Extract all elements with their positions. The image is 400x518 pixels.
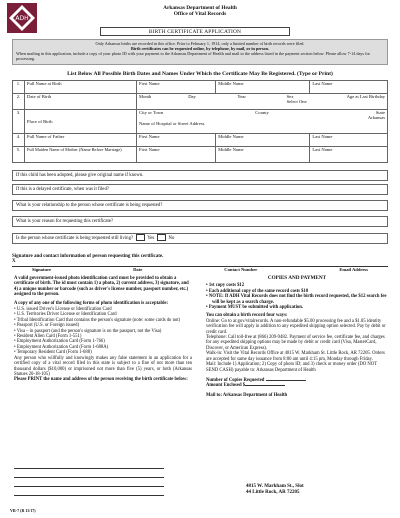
id-paragraph: A valid government-issued photo identification card must be provided to obtain a certificate of birth. The id must contain 1) a photo, 2) current address, 3) signature, and 4) a unique number or barcode (such as driver's license number, passport number, etc.) assigned to the person. (14, 276, 189, 298)
yes-checkbox[interactable] (136, 234, 145, 241)
yes-label: Yes (147, 236, 155, 241)
age-label: Age at Last Birthday (346, 94, 386, 99)
mother-first-field[interactable]: First Name (137, 147, 216, 163)
list-item: • Resident Alien Card (Form 1-551) (14, 334, 82, 340)
list-heading: List Below All Possible Birth Dates and Names Under Which the Certificate May Be Registered. (Type or Print) (67, 71, 333, 77)
address-line-1: 4815 W. Markham St., Slot (246, 484, 304, 489)
last-name-field[interactable]: Last Name (310, 81, 388, 94)
address-line-2: 44 Little Rock, AR 72205 (246, 490, 300, 495)
address-line[interactable] (14, 480, 164, 487)
day-label: Day (188, 94, 196, 99)
intro-line-3: When mailing in this application, include a copy of your photo ID with your payment to the Arkansas Department of Health and mail to the address listed in the payment section below. Please allow 7-14 days for processing. (16, 51, 370, 61)
name-line[interactable] (14, 462, 164, 469)
online-option: Online: Go to ar.gov/vitalrecords. A non-refundable $5.00 processing fee and a $1.85 identity verification fee will apply in addition to any expedited shipping option selected. Pay by debit or credit card. (206, 318, 386, 335)
address-line[interactable] (14, 489, 164, 496)
no-label: No (168, 236, 175, 241)
mother-last-field[interactable]: Last Name (310, 147, 388, 163)
payment-title: COPIES AND PAYMENT (267, 275, 327, 281)
office-name: Office of Vital Records (173, 11, 227, 18)
list-item: • Tribal Identification Card that contains the person's signature (note: some cards do not) (14, 317, 181, 323)
walkin-option: Walk-in: Visit the Vital Records Office at 4815 W. Markham St. Little Rock, AR 72205. Orders are accepted for same day issuance from 8:00 am until 4:15 pm, Monday through Friday. (206, 351, 385, 362)
address-line[interactable] (14, 471, 164, 478)
id-list-heading: A copy of any one of the following forms of photo identification is acceptable: (14, 300, 169, 306)
father-last-field[interactable]: Last Name (310, 134, 388, 147)
place-fields[interactable] (137, 110, 388, 134)
sex-field[interactable]: Sex Select One (286, 94, 307, 105)
recipient-name-lines[interactable] (14, 462, 164, 500)
list-item: • Temporary Resident Card (Form 1-688) (14, 350, 92, 356)
amount-label: Amount Enclosed $ (206, 383, 246, 389)
id-section (14, 276, 192, 383)
false-statement-warning: Any person who willfully and knowingly makes any false statement in an application for a certified copy of a vital record filed in this state is subject to a fine of not more than ten thousand dollars ($10,000) or imprisoned not more than five (5) years, or both (Arkansas Statues 20-18-105) (14, 355, 192, 377)
signature-heading: Signature and contact information of person requesting this certificate. (12, 254, 164, 259)
list-item: • 1st copy costs $12 (206, 283, 245, 289)
list-item: • U.S. Territories Driver License or Identification Card (14, 312, 117, 318)
state-field: State Arkansas (367, 110, 385, 121)
signature-section (12, 254, 388, 264)
mother-middle-field[interactable]: Middle Name (216, 147, 310, 163)
row-father-name (13, 134, 388, 147)
relationship-question[interactable]: What is your relationship to the person whose certificate is being requested? (12, 200, 388, 211)
form-title: BIRTH CERTIFICATE APPLICATION (100, 27, 290, 36)
row-number: 4. (13, 134, 25, 147)
row-number: 1. (13, 81, 25, 94)
phone-option: Telephone: Call toll-free at (866) 209-9482. Payment of service fee, certificate fee, and charges for any expedited shipping options may be made by debit or credit card (Visa, MasterCard, Discover, or American Express). (206, 335, 385, 351)
no-checkbox[interactable] (157, 234, 166, 241)
dept-name: Arkansas Department of Health (163, 5, 237, 11)
signature-line (12, 266, 388, 272)
county-label: County (255, 110, 269, 115)
row-label: Date of Birth (25, 94, 137, 110)
row-date-of-birth (13, 94, 388, 110)
payment-list (206, 283, 388, 310)
row-full-name (13, 81, 388, 94)
reason-question[interactable]: What is your reason for requesting this certificate? (12, 216, 388, 227)
list-item: • NOTE: If ADH Vital Records does not find the birth record requested, the $12 search fee will be kept as a search charge. (206, 294, 387, 305)
living-question (12, 233, 388, 244)
row-label: Full Maiden Name of Mother (Name Before Marriage) (25, 147, 137, 163)
year-label: Year (237, 94, 246, 99)
intro-line-1: Only Arkansas births are recorded in this office. Prior to February 1, 1914, only a limited number of birth records were filed. (95, 41, 305, 46)
form-code: VR-7 (R 11/17) (10, 508, 36, 513)
id-list (14, 307, 192, 356)
list-item: • U.S. issued Driver's License or Identification Card (14, 307, 112, 313)
email-col: Email Address (339, 267, 368, 272)
first-name-field[interactable]: First Name (137, 81, 216, 94)
mail-to: Mail to: Arkansas Department of Health (206, 392, 288, 398)
amount-row (206, 383, 388, 388)
list-item: • Employment Authorization Card (Form 1-766) (14, 339, 105, 345)
row-label: Full Name at Birth (25, 81, 137, 94)
amount-field[interactable] (245, 385, 285, 386)
father-middle-field[interactable]: Middle Name (216, 134, 310, 147)
list-item: • Passport (U.S. or Foreign issued) (14, 323, 80, 329)
intro-line-2: Birth certificates can be requested online, by telephone, by mail, or in person. (130, 46, 270, 51)
row-label: Place of Birth (25, 110, 137, 134)
month-label: Month (139, 94, 152, 99)
list-item: • Employment Authorization Card (Form 1-688A) (14, 344, 109, 350)
adopted-question[interactable]: If this child has been adopted, please give original name if known. (12, 170, 388, 181)
living-label: Is the person whose certificate is being requested still living? (16, 236, 134, 241)
contact-col: Contact Number (224, 267, 258, 272)
birth-info-table (12, 80, 388, 163)
signature-col: Signature (32, 267, 52, 272)
father-first-field[interactable]: First Name (137, 134, 216, 147)
list-item: • Each additional copy of the same record costs $10 (206, 288, 309, 294)
row-place-of-birth (13, 110, 388, 134)
delayed-question[interactable]: If this is a delayed certificate, when was it filed? (12, 184, 388, 195)
list-item: • Payment MUST be submitted with application. (206, 305, 304, 311)
date-col: Date (133, 267, 143, 272)
num-copies-label: Number of Copies Requested (206, 377, 265, 383)
form-header (0, 5, 400, 17)
row-number: 3. (13, 110, 25, 134)
svg-text:ADH: ADH (15, 15, 29, 22)
city-label: City or Town (139, 110, 164, 115)
list-item: • Visa – in passport (and the person's signature is on the passport, not the Visa) (14, 328, 162, 334)
row-number: 2. (13, 94, 25, 110)
ways-heading: You can obtain a birth record four ways: (206, 313, 288, 319)
mailing-address (246, 484, 304, 496)
middle-name-field[interactable]: Middle Name (216, 81, 310, 94)
payment-section (206, 276, 388, 398)
intro-box (12, 39, 388, 65)
row-number: 5. (13, 147, 25, 163)
mail-option: Mail: Include 1) Application; 2) Copy of photo ID; and 3) check or money order (DO NOT SEND CASH) payable to: Arkansas Department of Health (206, 362, 377, 373)
row-mother-name (13, 147, 388, 163)
signature-x[interactable]: X (12, 259, 16, 264)
dob-fields[interactable] (137, 94, 388, 110)
sex-select[interactable]: Select One (286, 99, 307, 105)
num-copies-field[interactable] (266, 380, 306, 381)
hospital-label[interactable]: Name of Hospital or Street Address (139, 120, 205, 126)
row-label: Full Name of Father (25, 134, 137, 147)
print-name-instruction: Please PRINT the name and address of the person receiving the birth certificate below: (14, 377, 188, 383)
